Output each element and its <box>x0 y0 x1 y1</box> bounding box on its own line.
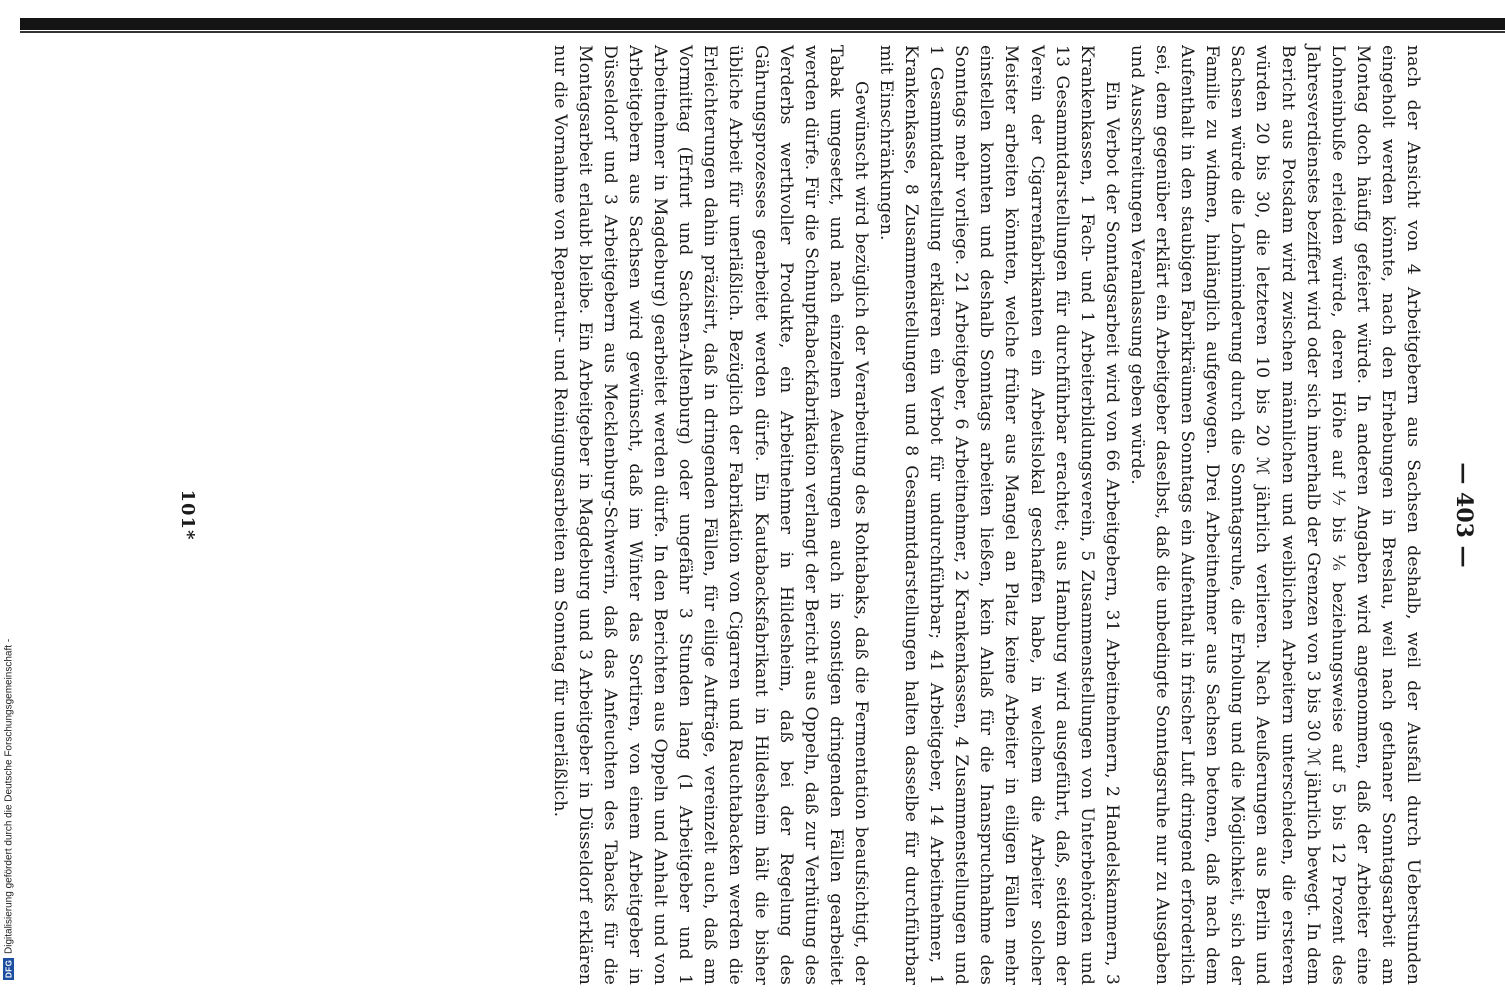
scan-top-rule <box>20 31 1505 33</box>
scan-top-border <box>20 18 1505 30</box>
signature-mark: 101* <box>177 489 198 541</box>
paragraph-2: Ein Verbot der Sonntagsarbeit wird von 66 Arbeitgebern, 31 Arbeitnehmern, 2 Handelskammern, 3 Krankenkassen, 1 Fach- und 1 Arbeiterbildungsverein, 5 Zusammenstellungen von Unterbehörden und 13 Gesammtdarstellungen für durchführbar erachtet; aus Hamburg wird ausgeführt, daß, seitdem der Verein der Cigarrenfabrikanten ein Arbeitslokal geschaffen habe, in welchem die Arbeiter solcher Meister arbeiten könnten, welche früher aus Mangel an Platz keine Arbeiter in eiligen Fällen mehr einstellen konnten und deshalb Sonntags arbeiten ließen, kein Anlaß für die Inanspruchnahme des Sonntags mehr vorliege. 21 Arbeitgeber, 6 Arbeitnehmer, 2 Krankenkassen, 4 Zusammenstellungen und 1 Gesammtdarstellung erklären ein Verbot für undurchführbar; 41 Arbeitgeber, 14 Arbeitnehmer, 1 Krankenkasse, 8 Zusammenstellungen und 8 Gesammtdarstellungen halten dasselbe für durchführbar mit Einschränkungen. <box>876 45 1122 985</box>
scanned-page <box>150 35 1500 995</box>
rotated-page-content <box>165 45 1485 985</box>
paragraph-3: Gewünscht wird bezüglich der Verarbeitung des Rohtabaks, daß die Fermentation beaufsichtigt, der Tabak umgesetzt, und nach einzelnen Aeußerungen auch in sonstigen dringenden Fällen gearbeitet werden dürfe. Für die Schnupftabackfabrikation verlangt der Bericht aus Oppeln, daß zur Verhütung des Verderbs werthvoller Produkte, ein Arbeitnehmer in Hildesheim, daß bei der Regelung des Gährungsprozesses gearbeitet werden dürfe. Ein Kautabacksfabrikant in Hildesheim hält die bisher übliche Arbeit für unerläßlich. Bezüglich der Fabrikation von Cigarren und Rauchtabacken werden die Erleichterungen dahin präzisirt, daß in dringenden Fällen, für eilige Aufträge, vereinzelt auch, daß am Vormittag (Erfurt und Sachsen-Altenburg) oder ungefähr 3 Stunden lang (1 Arbeitgeber und 1 Arbeitnehmer in Magdeburg) gearbeitet werden dürfe. In den Berichten aus Oppeln und Anhalt und von Arbeitgebern aus Sachsen wird gewünscht, daß im Winter das Sortiren, von einem Arbeitgeber in Düsseldorf und 3 Arbeitgebern aus Mecklenburg-Schwerin, daß das Anfeuchten des Tabacks für die Montagsarbeit erlaubt bleibe. Ein Arbeitgeber in Magdeburg und 3 Arbeitgeber in Düsseldorf erklären nur die Vornahme von Reparatur- und Reinigungsarbeiten am Sonntag für unerläßlich. <box>549 45 871 985</box>
credit-text: Digitalisierung gefördert durch die Deutsche Forschungsgemeinschaft - <box>3 638 15 954</box>
digitization-credit <box>2 600 16 980</box>
paragraph-1: nach der Ansicht von 4 Arbeitgebern aus Sachsen deshalb, weil der Ausfall durch Ueberstunden eingeholt werden könnte, nach den Erhebungen in Breslau, weil nach gethaner Sonntagsarbeit am Montag doch häufig gefeiert würde. In anderen Angaben wird angenommen, daß der Arbeiter eine Lohneinbuße erleiden würde, deren Höhe auf ⅟₇ bis ⅟₆ beziehungsweise auf 5 bis 12 Prozent des Jahresverdienstes beziffert wird oder sich innerhalb der Grenzen von 3 bis 30 ℳ jährlich bewegt. In dem Bericht aus Potsdam wird zwischen männlichen und weiblichen Arbeitern unterschieden, die ersteren würden 20 bis 30, die letzteren 10 bis 20 ℳ jährlich verlieren. Nach Aeußerungen aus Berlin und Sachsen würde die Lohnminderung durch die Sonntagsruhe, die Erholung und die Möglichkeit, sich der Familie zu widmen, hinlänglich aufgewogen. Drei Arbeitnehmer aus Sachsen betonen, daß nach dem Aufenthalt in den staubigen Fabrikräumen Sonntags ein Aufenthalt in frischer Luft dringend erforderlich sei, dem gegenüber erklärt ein Arbeitgeber daselbst, daß die unbedingte Sonntagsruhe nur zu Ausgaben und Ausschreitungen Veranlassung geben würde. <box>1126 45 1423 985</box>
page-number: — 403 — <box>1451 462 1477 568</box>
dfg-logo: DFG <box>4 959 14 978</box>
page-header <box>1425 45 1485 985</box>
body-text <box>547 45 1425 985</box>
